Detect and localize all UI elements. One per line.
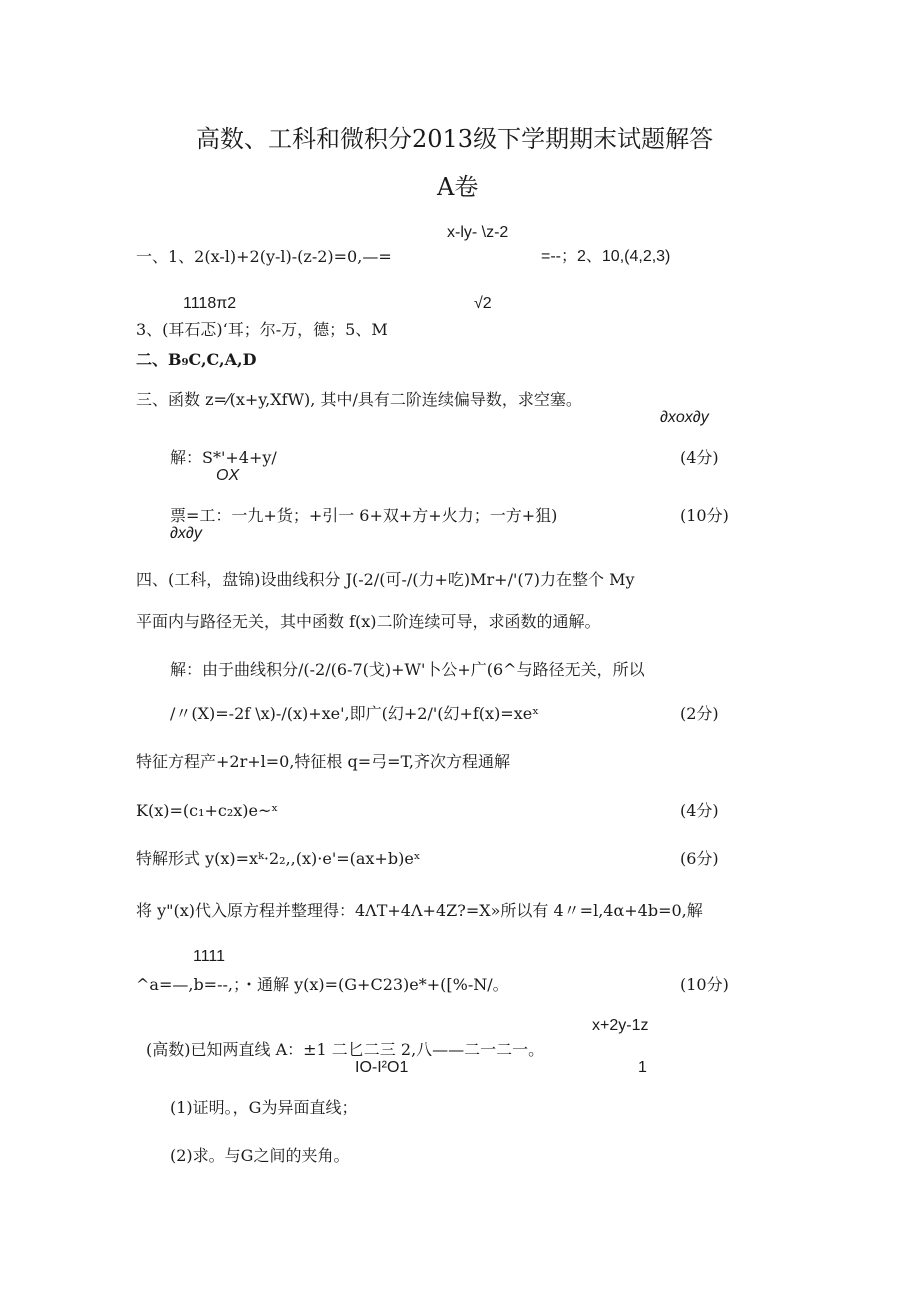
answer-line-section1: 一、1、2(x-l)+2(y-l)-(z-2)=0,—= xyxy=(136,247,392,266)
score-10-b: (10分) xyxy=(680,975,729,994)
solution-section4-line3: 特征方程产+2r+l=0,特征根 q=弓=T,齐次方程通解 xyxy=(136,752,510,771)
question-section3: 三、函数 z=⁄(x+y,XfW), 其中/具有二阶连续偏导数，求空塞。 xyxy=(136,390,582,409)
solution-section3-line1: 解：S*'+4+y/ xyxy=(170,448,277,467)
solution-section4-homogeneous: K(x)=(c₁+c₂x)e~ˣ xyxy=(136,801,279,820)
question-section3-derivative: ∂xox∂y xyxy=(660,409,709,426)
question-section5-fraction-bottom-2: 1 xyxy=(638,1059,647,1076)
score-10-a: (10分) xyxy=(680,506,729,525)
score-4-b: (4分) xyxy=(680,801,719,820)
answer-line-fraction-top: x-ly- \z-2 xyxy=(447,224,509,241)
question-section4-line1: 四、(工科，盘锦)设曲线积分 J(-2/(可-/(力+吃)Mr+/'(7)力在整个 My xyxy=(136,570,635,589)
question-section5-part2: (2)求。与G之间的夹角。 xyxy=(170,1146,350,1165)
answer-line-section1-cont: =--；2、10,(4,2,3) xyxy=(541,248,671,265)
score-6: (6分) xyxy=(680,849,719,868)
solution-section4-substitute: 将 y"(x)代入原方程并整理得：4ΛT+4Λ+4Z?=X»所以有 4〃=l,4α+4b=0,解 xyxy=(136,901,703,920)
solution-section4-fraction-top: 1111 xyxy=(193,948,226,965)
question-section5-fraction-top: x+2y-1z xyxy=(592,1017,649,1034)
solution-section3-dxdy: ∂x∂y xyxy=(170,525,202,542)
solution-section4-line1: 解：由于曲线积分/(-2/(6-7(戈)+W'卜公+广(6^与路径无关，所以 xyxy=(170,660,645,679)
page-subtitle: A卷 xyxy=(437,173,479,201)
solution-section4-particular: 特解形式 y(x)=xᵏ·2₂,,(x)·e'=(ax+b)eˣ xyxy=(136,849,421,868)
solution-section3-ox: OX xyxy=(216,467,240,484)
solution-section4-line2: /〃(X)=-2f \x)-/(x)+xe',即广(幻+2/'(幻+f(x)=xeˣ xyxy=(170,704,539,723)
answer-line-fraction-num: 1118π2 xyxy=(183,295,237,312)
answer-line-item3: 3、(耳石忑)‘耳；尔-万，德；5、M xyxy=(136,320,388,339)
score-2: (2分) xyxy=(680,704,719,723)
question-section5-line1: (高数)已知两直线 A：±1 二匕二三 2,八——二一二一。 xyxy=(146,1040,545,1059)
question-section4-line2: 平面内与路径无关，其中函数 f(x)二阶连续可导，求函数的通解。 xyxy=(136,612,601,631)
solution-section3-line2: 票=工：一九+货；+引一 6+双+方+火力；一方+狙) xyxy=(170,506,558,525)
answer-line-sqrt: √2 xyxy=(474,295,492,312)
question-section5-fraction-bottom-1: IO-I²O1 xyxy=(355,1059,409,1076)
solution-section4-general: ^a=—,b=--,；・通解 y(x)=(G+C23)e*+([%-N/。 xyxy=(136,975,509,994)
page-title: 高数、工科和微积分2013级下学期期末试题解答 xyxy=(196,125,714,153)
answer-line-section2: 二、B₉C,C,A,D xyxy=(136,350,257,369)
score-4-a: (4分) xyxy=(680,448,719,467)
question-section5-part1: (1)证明。，G为异面直线； xyxy=(170,1098,358,1117)
